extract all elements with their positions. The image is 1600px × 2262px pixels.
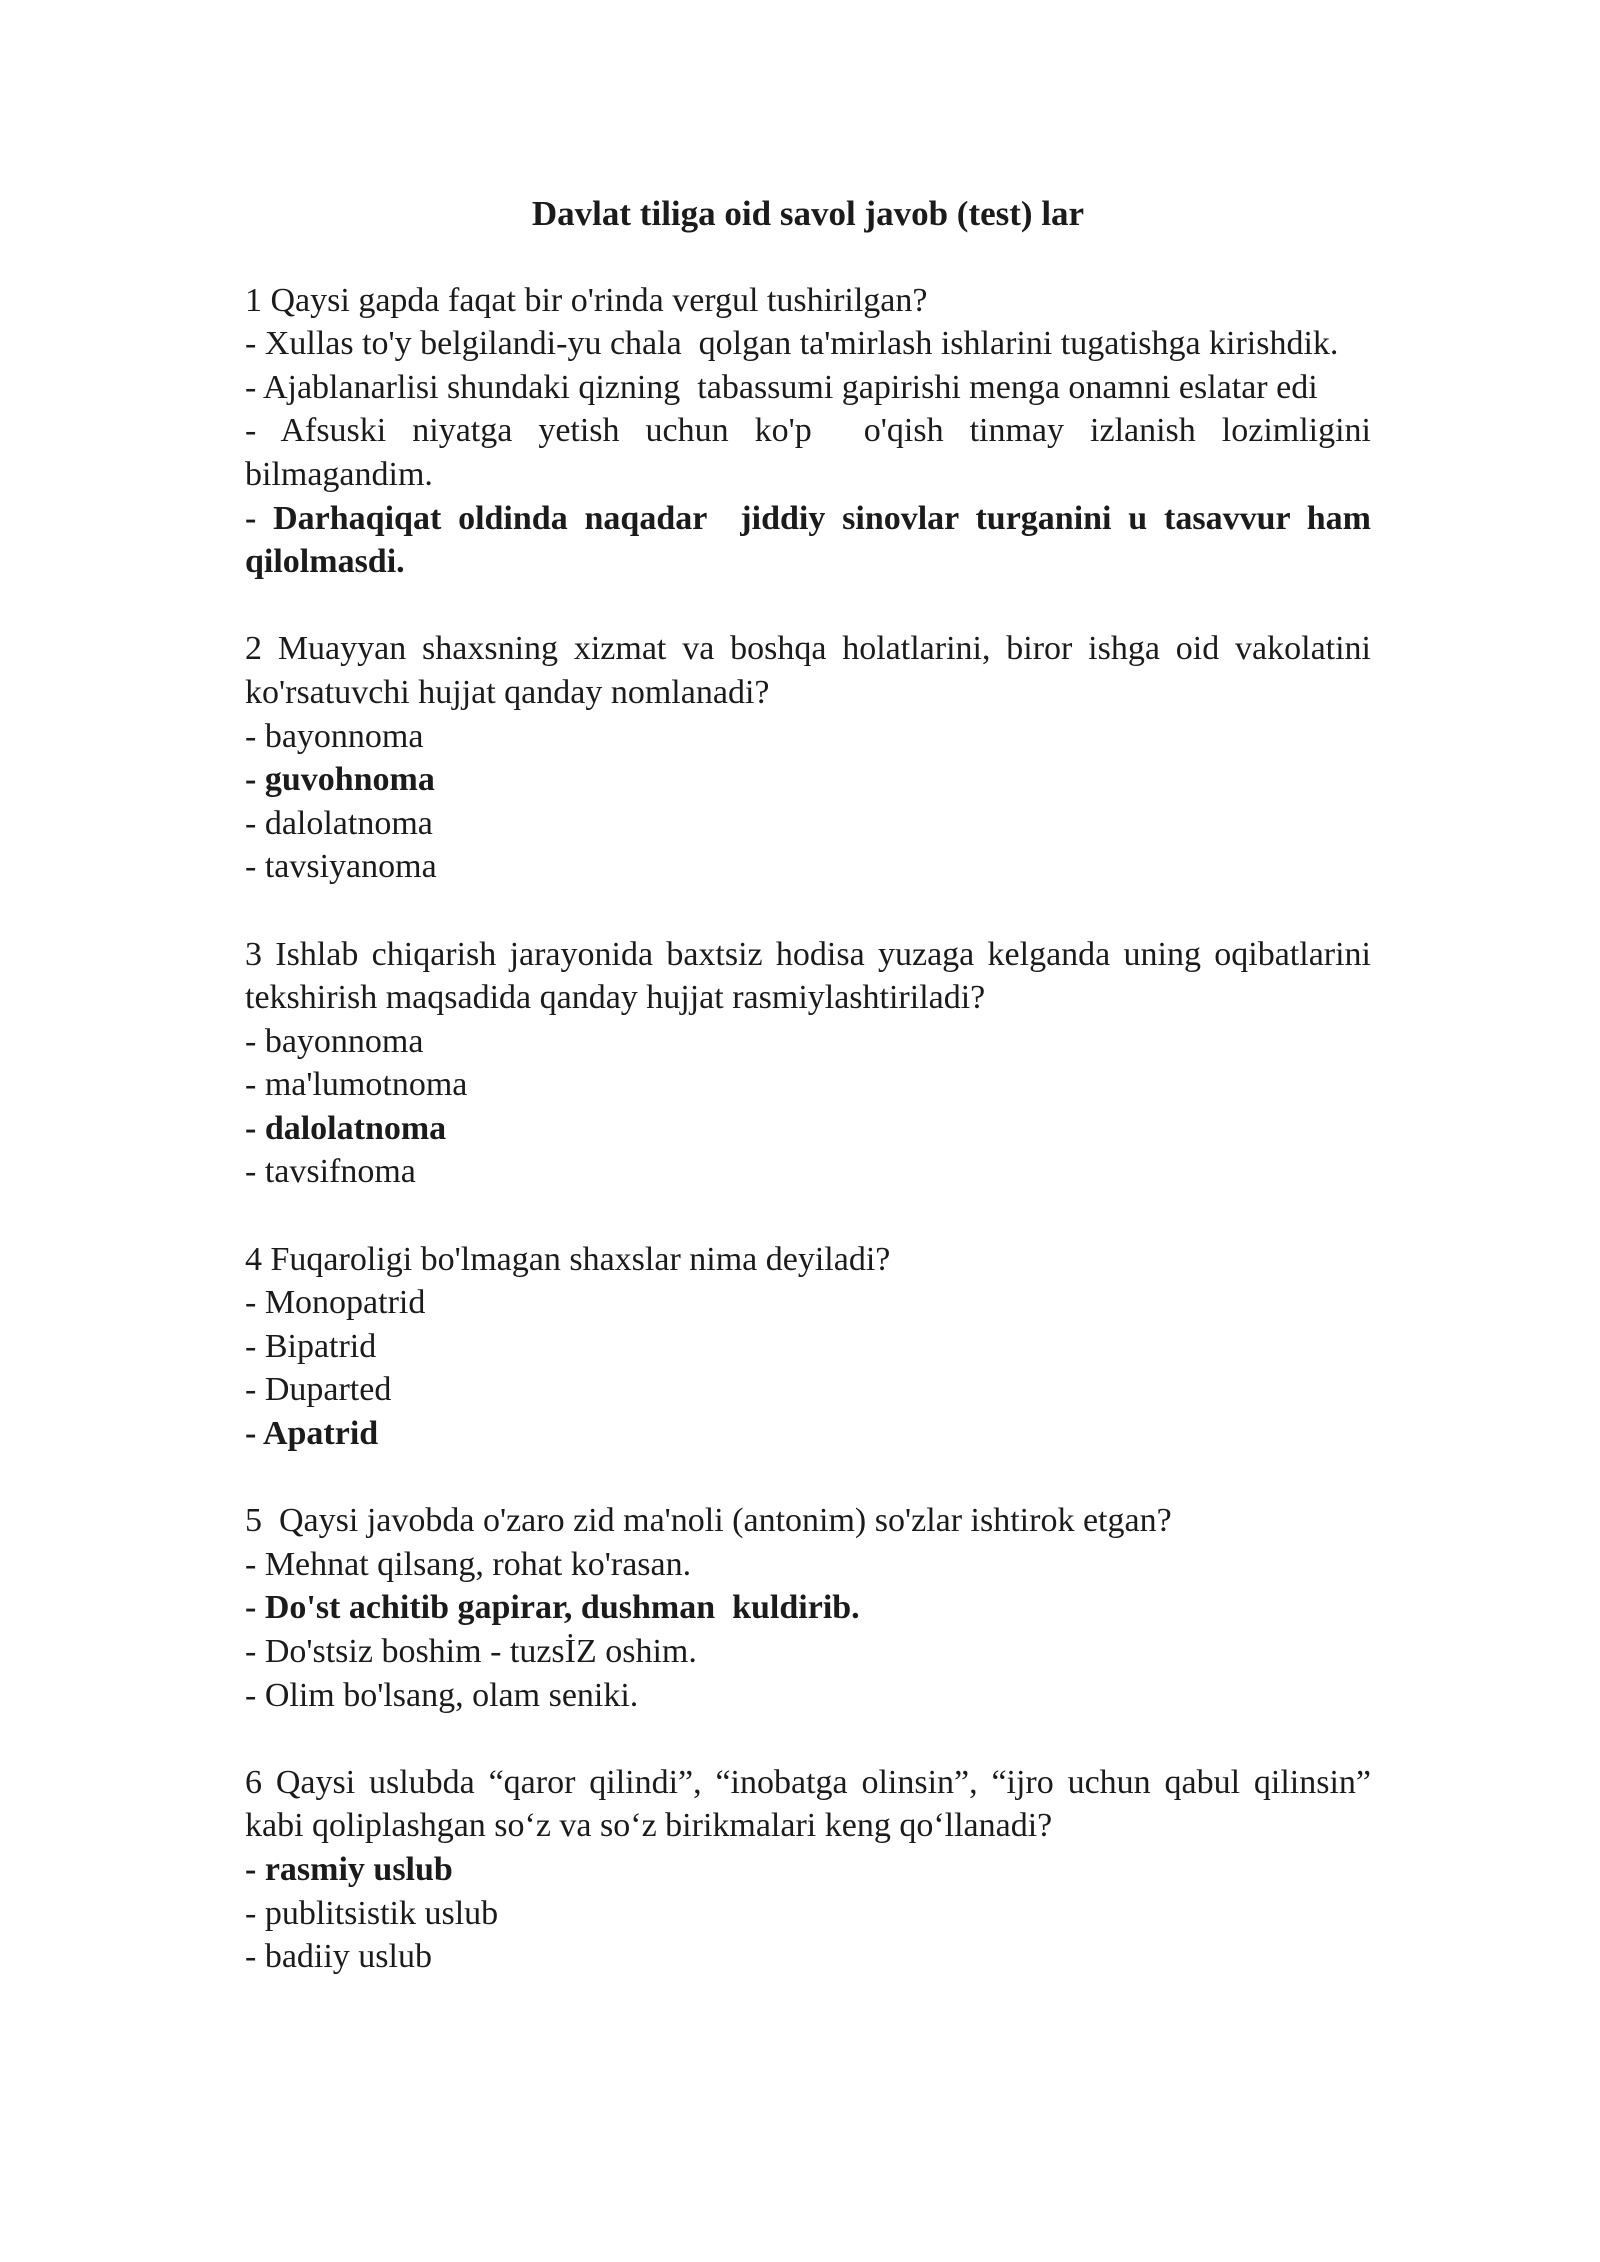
answer-option: - Duparted xyxy=(245,1371,392,1409)
answer-option: - Ajablanarlisi shundaki qizning tabassumi gapirishi menga onamni eslatar edi xyxy=(245,368,1318,406)
correct-answer-option: - Do'st achitib gapirar, dushman kuldirib. xyxy=(245,1589,860,1627)
correct-answer-option: - guvohnoma xyxy=(245,761,435,799)
question-6 xyxy=(245,1761,1371,1979)
question-text: 6 Qaysi uslubda “qaror qilindi”, “inobatga olinsin”, “ijro uchun qabul qilinsin” kabi qoliplashgan so‘z va so‘z birikmalari keng qo‘llanadi? xyxy=(245,1763,1371,1845)
question-text: 1 Qaysi gapda faqat bir o'rinda vergul tushirilgan? xyxy=(245,281,928,319)
question-text: 3 Ishlab chiqarish jarayonida baxtsiz hodisa yuzaga kelganda uning oqibatlarini tekshirish maqsadida qanday hujjat rasmiylashtiriladi? xyxy=(245,935,1371,1017)
page-title: Davlat tiliga oid savol javob (test) lar xyxy=(531,194,1085,233)
answer-option: - publitsistik uslub xyxy=(245,1894,499,1932)
answer-option: - bayonnoma xyxy=(245,717,424,755)
correct-answer-option: - rasmiy uslub xyxy=(245,1850,453,1888)
answer-option: - badiiy uslub xyxy=(245,1938,432,1976)
question-2 xyxy=(245,627,1371,889)
answer-option: - dalolatnoma xyxy=(245,804,433,842)
document-body xyxy=(245,192,1380,2022)
correct-answer-option: - dalolatnoma xyxy=(245,1109,447,1147)
question-4 xyxy=(245,1238,1371,1456)
answer-option: - Xullas to'y belgilandi-yu chala qolgan ta'mirlash ishlarini tugatishga kirishdik. xyxy=(245,325,1339,363)
question-3 xyxy=(245,933,1371,1195)
answer-option: - bayonnoma xyxy=(245,1022,424,1060)
question-text: 4 Fuqaroligi bo'lmagan shaxslar nima deyiladi? xyxy=(245,1240,891,1278)
answer-option: - Do'stsiz boshim - tuzsİZ oshim. xyxy=(245,1633,697,1670)
answer-option: - tavsiyanoma xyxy=(245,848,437,886)
answer-option: - Monopatrid xyxy=(245,1284,426,1322)
correct-answer-option: - Darhaqiqat oldinda naqadar jiddiy sinovlar turganini u tasavvur ham qilolmasdi. xyxy=(245,499,1380,581)
answer-option: - ma'lumotnoma xyxy=(245,1066,468,1104)
answer-option: - Afsuski niyatga yetish uchun ko'p o'qish tinmay izlanish lozimligini bilmagandim. xyxy=(245,412,1380,493)
answer-option: - tavsifnoma xyxy=(245,1153,416,1191)
answer-option: - Bipatrid xyxy=(245,1327,377,1365)
question-1 xyxy=(245,279,1380,584)
answer-option: - Mehnat qilsang, rohat ko'rasan. xyxy=(245,1545,692,1583)
question-5 xyxy=(245,1499,1371,1717)
correct-answer-option: - Apatrid xyxy=(245,1415,379,1453)
question-text: 2 Muayyan shaxsning xizmat va boshqa holatlarini, biror ishga oid vakolatini ko'rsatuvchi hujjat qanday nomlanadi? xyxy=(245,630,1371,711)
question-text: 5 Qaysi javobda o'zaro zid ma'noli (antonim) so'zlar ishtirok etgan? xyxy=(245,1502,1172,1540)
answer-option: - Olim bo'lsang, olam seniki. xyxy=(245,1676,639,1714)
